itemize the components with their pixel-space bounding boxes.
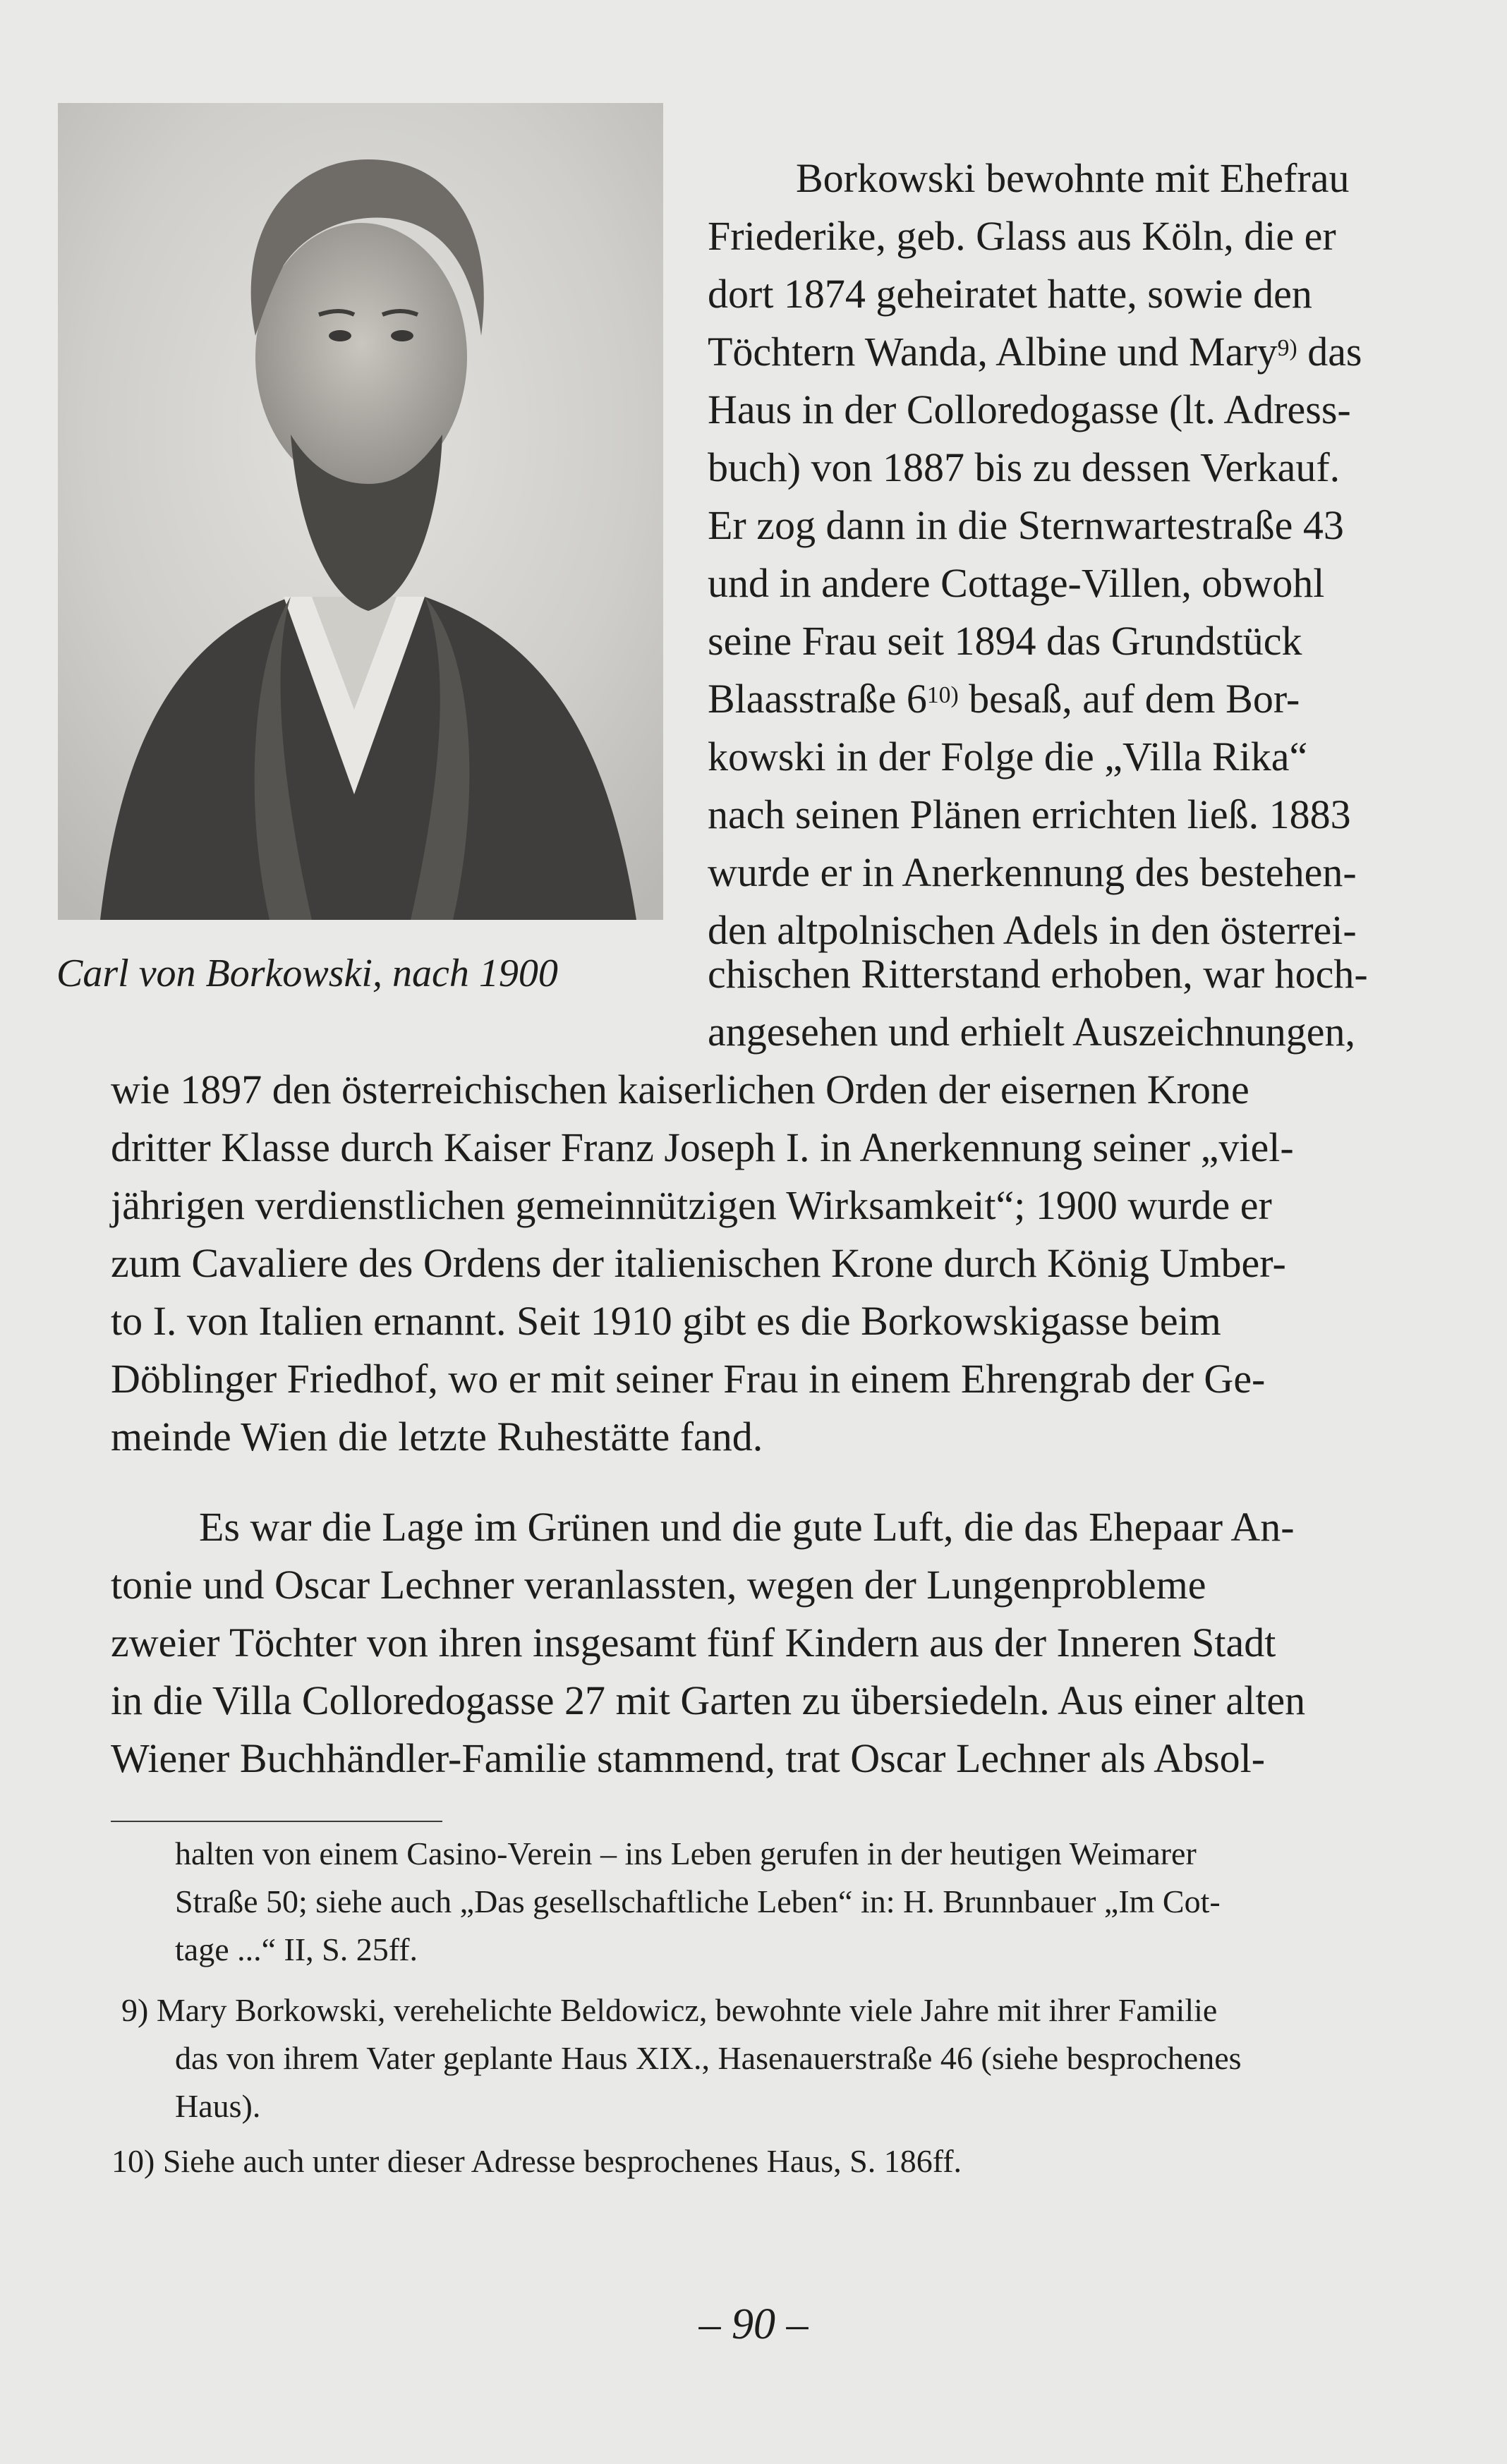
body-line: den altpolnischen Adels in den österrei- xyxy=(708,907,1357,953)
body-line: Borkowski bewohnte mit Ehefrau xyxy=(796,155,1350,201)
footnote-line: das von ihrem Vater geplante Haus XIX., Hasenauerstraße 46 (siehe besprochenes xyxy=(175,2040,1242,2076)
body-line: angesehen und erhielt Auszeichnungen, xyxy=(708,1009,1356,1055)
body-line: kowski in der Folge die „Villa Rika“ xyxy=(708,734,1308,779)
footnote-line: 10) Siehe auch unter dieser Adresse besprochenes Haus, S. 186ff. xyxy=(111,2143,962,2179)
body-line: chischen Ritterstand erhoben, war hoch- xyxy=(708,951,1368,997)
footnote-ref: 10) xyxy=(926,681,959,708)
body-line: in die Villa Colloredogasse 27 mit Garten zu übersiedeln. Aus einer alten xyxy=(111,1677,1306,1723)
footnote-separator xyxy=(111,1821,442,1822)
body-line: Wiener Buchhändler-Familie stammend, trat Oscar Lechner als Absol- xyxy=(111,1735,1266,1781)
footnote-line: Straße 50; siehe auch „Das gesellschaftliche Leben“ in: H. Brunnbauer „Im Cot- xyxy=(175,1883,1221,1919)
body-line: Döblinger Friedhof, wo er mit seiner Frau in einem Ehrengrab der Ge- xyxy=(111,1356,1266,1402)
body-line: Er zog dann in die Sternwartestraße 43 xyxy=(708,502,1344,548)
footnote-line: tage ...“ II, S. 25ff. xyxy=(175,1931,418,1967)
body-line: buch) von 1887 bis zu dessen Verkauf. xyxy=(708,444,1340,490)
footnote-line: halten von einem Casino-Verein – ins Leben gerufen in der heutigen Weimarer xyxy=(175,1835,1197,1871)
body-line: Blaasstraße 6$^{10)}$ besaß, auf dem Bor- xyxy=(708,676,1300,722)
body-line: meinde Wien die letzte Ruhestätte fand. xyxy=(111,1414,763,1459)
portrait-photo xyxy=(58,103,663,920)
body-line: zweier Töchter von ihren insgesamt fünf Kindern aus der Inneren Stadt xyxy=(111,1620,1276,1665)
body-line: Töchtern Wanda, Albine und Mary$^{9)}$ das xyxy=(708,329,1362,375)
page-number: – 90 – xyxy=(698,2300,809,2348)
body-line: Es war die Lage im Grünen und die gute Luft, die das Ehepaar An- xyxy=(199,1504,1295,1550)
body-line: zum Cavaliere des Ordens der italienischen Krone durch König Umber- xyxy=(111,1240,1286,1286)
footnote-ref: 9) xyxy=(1277,334,1297,361)
photo-caption: Carl von Borkowski, nach 1900 xyxy=(56,952,558,995)
body-line: wie 1897 den österreichischen kaiserlichen Orden der eisernen Krone xyxy=(111,1067,1249,1112)
body-line: wurde er in Anerkennung des bestehen- xyxy=(708,849,1357,895)
body-line: Haus in der Colloredogasse (lt. Adress- xyxy=(708,387,1351,432)
body-line: nach seinen Plänen errichten ließ. 1883 xyxy=(708,791,1351,837)
body-line: und in andere Cottage-Villen, obwohl xyxy=(708,560,1325,606)
body-line: seine Frau seit 1894 das Grundstück xyxy=(708,618,1302,664)
body-line: jährigen verdienstlichen gemeinnützigen Wirksamkeit“; 1900 wurde er xyxy=(111,1182,1272,1228)
body-line: to I. von Italien ernannt. Seit 1910 gibt es die Borkowskigasse beim xyxy=(111,1298,1221,1344)
footnote-line: Haus). xyxy=(175,2088,261,2124)
body-line: Friederike, geb. Glass aus Köln, die er xyxy=(708,213,1336,259)
footnote-line: 9) Mary Borkowski, verehelichte Beldowicz, bewohnte viele Jahre mit ihrer Familie xyxy=(121,1992,1218,2028)
body-line: dritter Klasse durch Kaiser Franz Joseph I. in Anerkennung seiner „viel- xyxy=(111,1124,1294,1170)
body-line: tonie und Oscar Lechner veranlassten, wegen der Lungenprobleme xyxy=(111,1562,1206,1608)
body-line: dort 1874 geheiratet hatte, sowie den xyxy=(708,271,1312,317)
